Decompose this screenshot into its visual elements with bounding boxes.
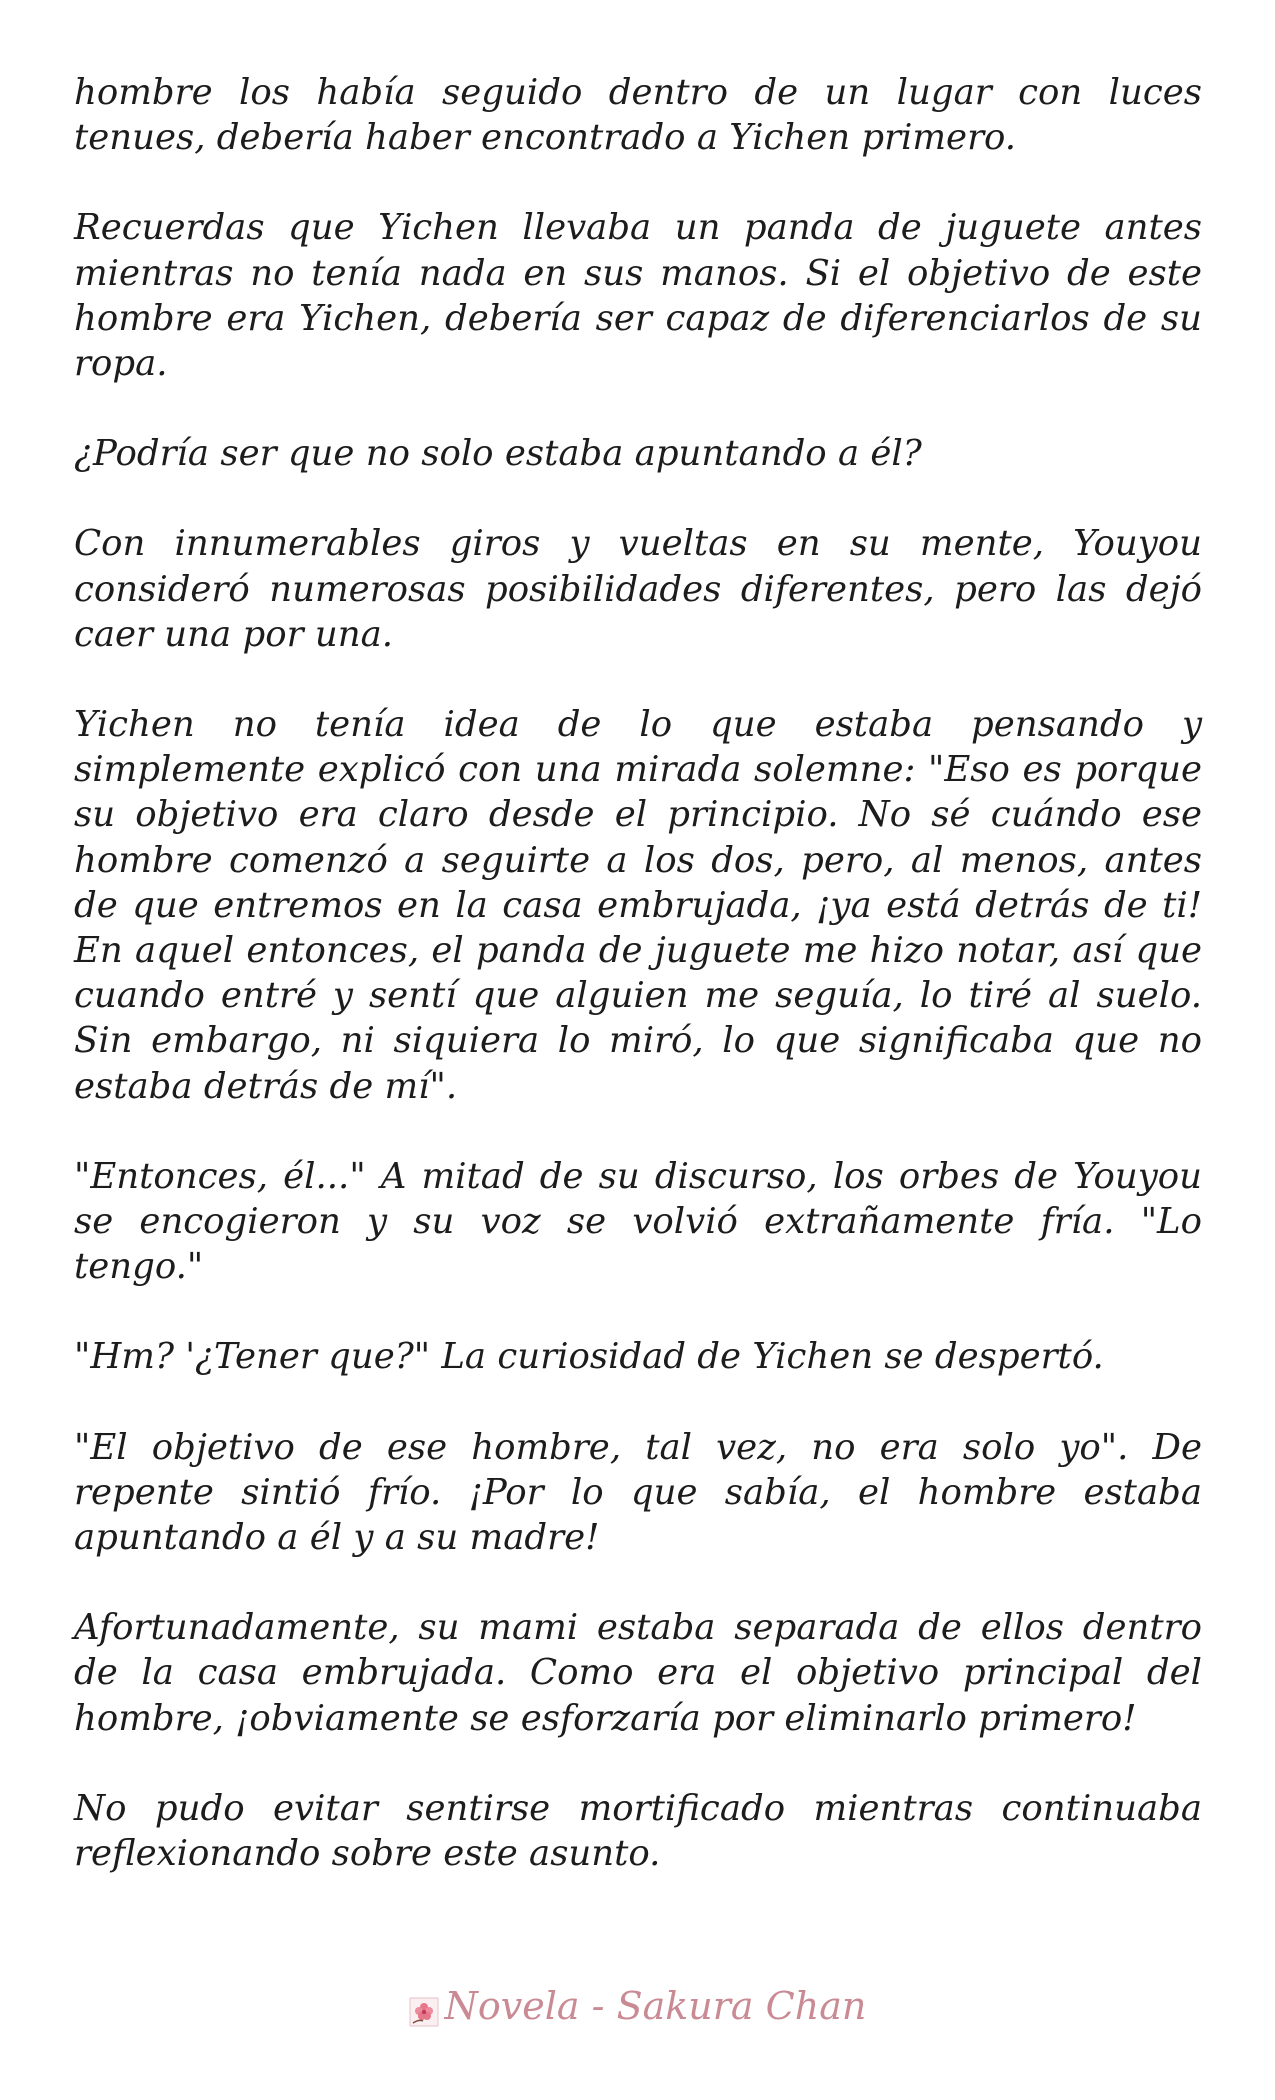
paragraph-8: "El objetivo de ese hombre, tal vez, no era solo yo". De repente sintió frío. ¡Por lo que sabía, el hombre estaba apuntando a él y a su madre! <box>74 1426 1202 1559</box>
document-body <box>74 70 1202 1921</box>
sakura-flower-icon <box>409 1992 439 2022</box>
paragraph-1: hombre los había seguido dentro de un lugar con luces tenues, debería haber encontrado a Yichen primero. <box>74 72 1202 159</box>
paragraph-10: No pudo evitar sentirse mortificado mientras continuaba reflexionando sobre este asunto. <box>74 1787 1202 1875</box>
paragraph-7: "Hm? '¿Tener que?" La curiosidad de Yichen se despertó. <box>74 1336 1104 1378</box>
paragraph-6: "Entonces, él..." A mitad de su discurso, los orbes de Youyou se encogieron y su voz se volvió extrañamente fría. "Lo tengo." <box>74 1155 1202 1288</box>
watermark-text: Novela - Sakura Chan <box>444 1984 867 2028</box>
paragraph-5: Yichen no tenía idea de lo que estaba pensando y simplemente explicó con una mirada solemne: "Eso es porque su objetivo era claro desde el principio. No sé cuándo ese hombre comenzó a seguirte a los dos, pero, al menos, antes de que entremos en la casa embrujada, ¡ya está detrás de ti! En aquel entonces, el panda de juguete me hizo notar, así que cuando entré y sentí que alguien me seguía, lo tiré al suelo. Sin embargo, ni siquiera lo miró, lo que significaba que no estaba detrás de mí". <box>74 704 1202 1107</box>
paragraph-2: Recuerdas que Yichen llevaba un panda de juguete antes mientras no tenía nada en sus manos. Si el objetivo de este hombre era Yichen, debería ser capaz de diferenciarlos de su ropa. <box>74 207 1202 385</box>
paragraph-4: Con innumerables giros y vueltas en su mente, Youyou consideró numerosas posibilidades diferentes, pero las dejó caer una por una. <box>74 523 1202 655</box>
paragraph-3: ¿Podría ser que no solo estaba apuntando a él? <box>74 433 922 475</box>
paragraph-9: Afortunadamente, su mami estaba separada de ellos dentro de la casa embrujada. Como era el objetivo principal del hombre, ¡obviamente se esforzaría por eliminarlo primero! <box>74 1607 1202 1739</box>
watermark-footer <box>0 1984 1275 2028</box>
